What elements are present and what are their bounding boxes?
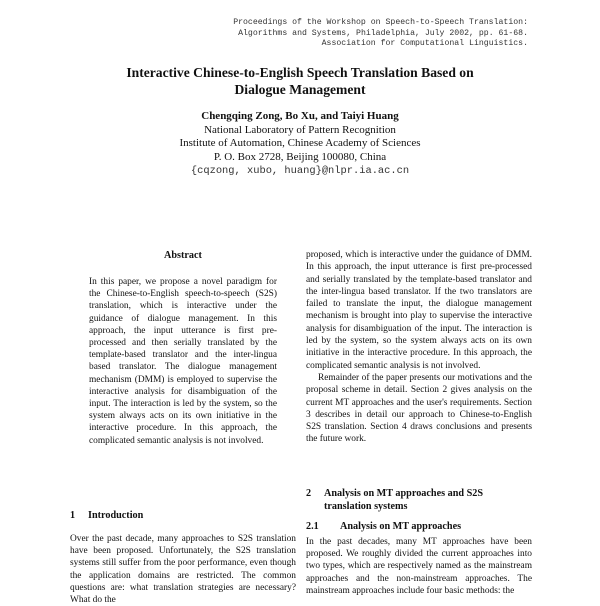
paper-title-line: Interactive Chinese-to-English Speech Translation Based on (126, 65, 474, 80)
section-2-heading (306, 487, 532, 513)
section-number: 2 (306, 488, 312, 499)
author-names: Chengqing Zong, Bo Xu, and Taiyi Huang (201, 110, 399, 122)
paper-title-line: Dialogue Management (234, 82, 366, 97)
subsection-2-1-heading (306, 521, 532, 532)
abstract-text: In this paper, we propose a novel paradigm for the Chinese-to-English speech-to-speech (S2S) translation, which is interactive under the guidance of dialogue management. In this approach, the input utterance is first pre-processed and then serially translated by the template-based translator and the inter-lingua based translator. The dialogue management mechanism (DMM) is employed to supervise the interactive analysis for disambiguation of the input. The interaction is led by the system, so the system always acts on its own initiative in the interactive procedure. In this approach, the complicated semantic analysis is not involved. (89, 277, 277, 446)
proceedings-line: Association for Computational Linguistics. (321, 39, 528, 48)
affiliation-lab: National Laboratory of Pattern Recognition (204, 123, 396, 136)
proceedings-line: Proceedings of the Workshop on Speech-to-Speech Translation: (233, 18, 528, 27)
proceedings-header (198, 18, 528, 50)
section-title: Analysis on MT approaches and S2S translation systems (324, 488, 483, 512)
email-address: {cqzong, xubo, huang}@nlpr.ia.ac.cn (190, 165, 410, 178)
affiliation-institute: Institute of Automation, Chinese Academy of Sciences (179, 137, 421, 150)
section-1-heading (70, 510, 296, 521)
right-paragraph-2: Remainder of the paper presents our motivations and the proposal scheme in detail. Section 2 gives analysis on the current MT approaches and the user's requirements. Section 3 describes in detail our approach to Chinese-to-English S2S translation. Section 4 draws conclusions and presents the future work. (306, 372, 532, 445)
subsection-number: 2.1 (306, 521, 319, 532)
subsection-title: Analysis on MT approaches (340, 521, 462, 532)
paper-title (60, 64, 540, 98)
author-block (60, 110, 540, 179)
right-column-body (306, 249, 532, 446)
abstract-heading: Abstract (164, 250, 202, 261)
introduction-text: Over the past decade, many approaches to S2S translation have been proposed. Unfortunately, the S2S translation systems still suffer from the poor performance, even though the application domains are restricted. The common questions are: what translation strategies are necessary? What do the (70, 534, 296, 606)
subsection-2-1-text: In the past decades, many MT approaches have been proposed. We roughly divided the current approaches into two types, which are respectively named as the mainstream approaches and the non-mainstream approaches. The mainstream approaches include four basic methods: the (306, 537, 532, 596)
section-title: Introduction (88, 510, 144, 521)
right-paragraph-1: proposed, which is interactive under the guidance of DMM. In this approach, the input utterance is first pre-processed and serially translated by the template-based translator and the inter-lingua based translator. If the two translators are failed to translate the input, the dialogue management mechanism is brought into play to supervise the interactive analysis for disambiguation of the input. The interaction is led by the system, so the system always acts on its own initiative in the interactive procedure. In this approach, the complicated semantic analysis is not involved. (306, 250, 532, 371)
postal-address: P. O. Box 2728, Beijing 100080, China (213, 150, 387, 163)
section-number: 1 (70, 510, 76, 521)
proceedings-line: Algorithms and Systems, Philadelphia, July 2002, pp. 61-68. (238, 28, 528, 38)
